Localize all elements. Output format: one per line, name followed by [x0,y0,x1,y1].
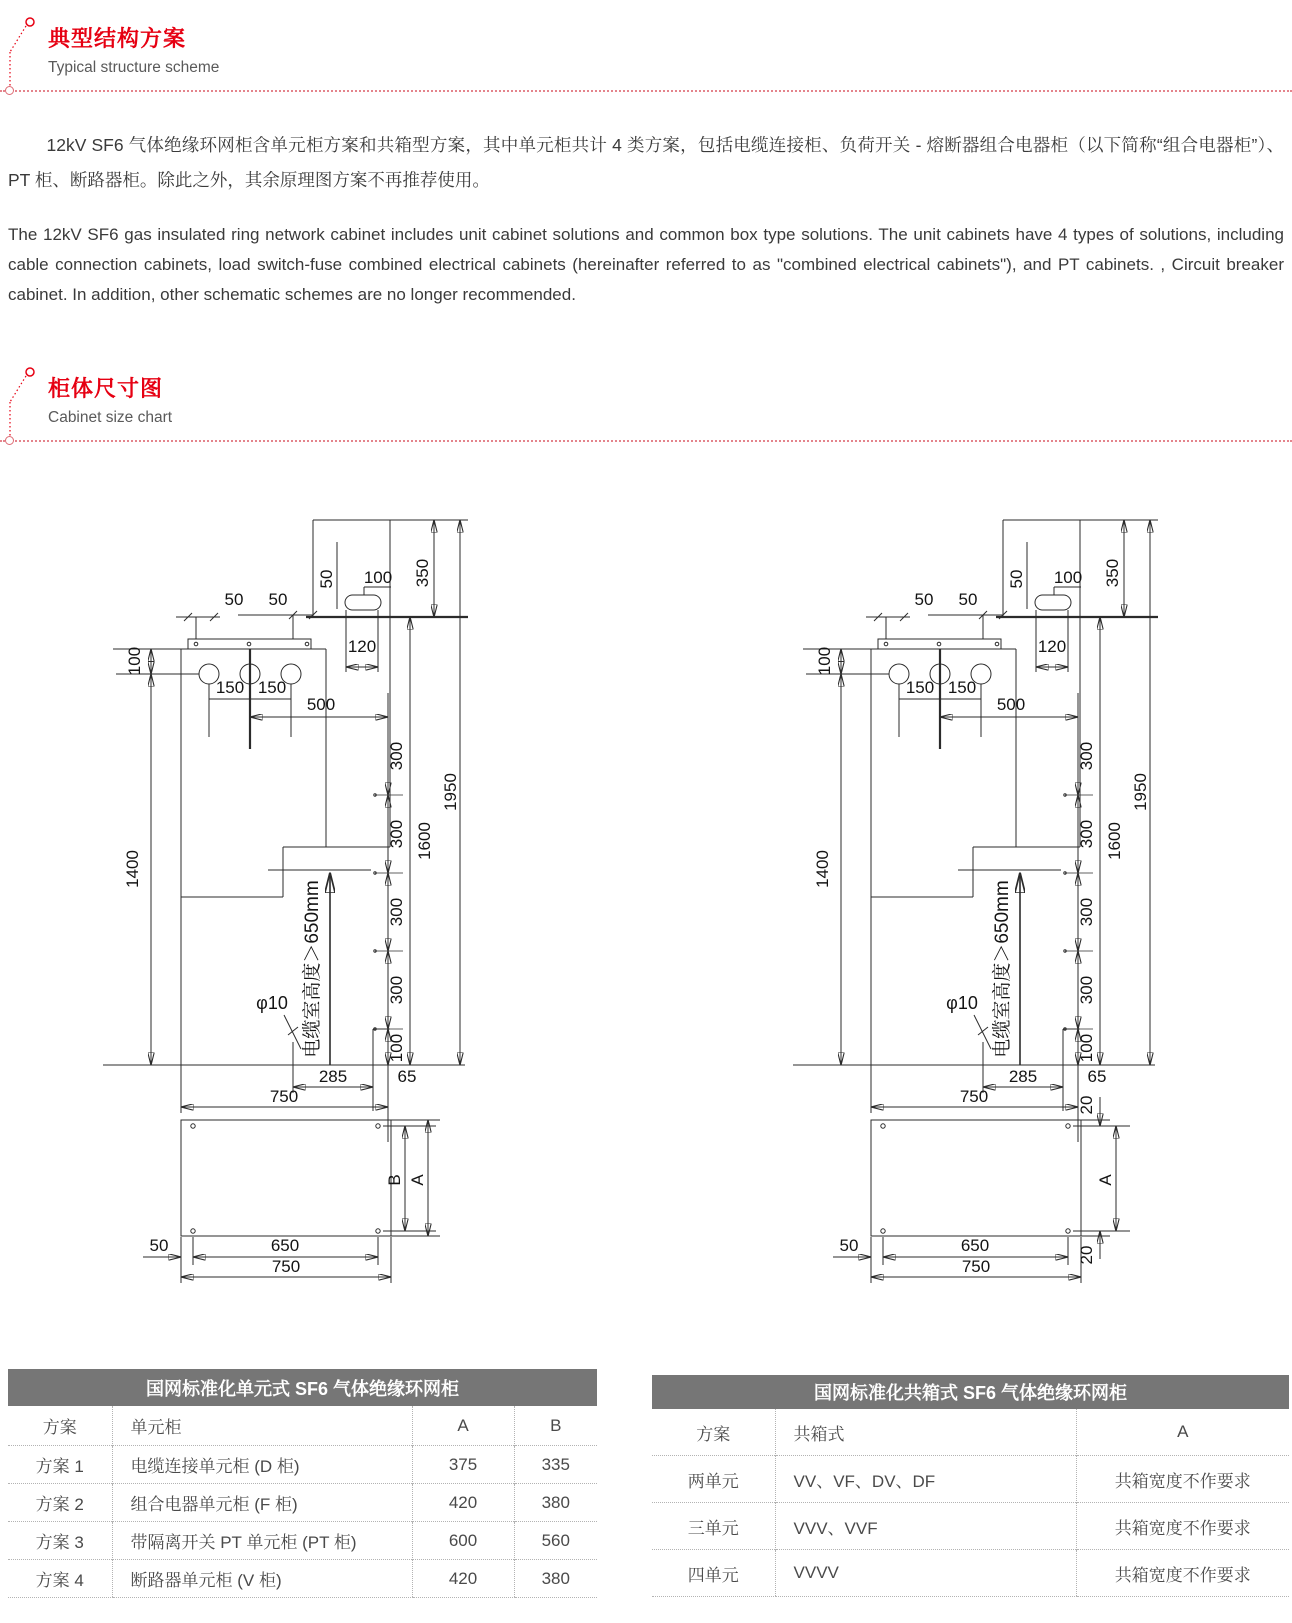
table-cell: VVVV [775,1550,1076,1597]
unit-cabinet-dimension-drawing [88,497,478,1297]
table-cell: 600 [412,1522,514,1560]
drawing-lines [103,520,468,1283]
dim-label: 650 [270,1236,300,1255]
dim-label: 300 [1077,819,1096,849]
common-box-table [652,1375,1289,1597]
dim-label: 300 [1077,975,1096,1005]
cable-room-height-note: 电缆室高度＞650mm [992,880,1013,1058]
cable-room-height-note: 电缆室高度＞650mm [302,880,323,1058]
drawing-lines [793,520,1158,1283]
table-row [8,1446,597,1484]
col-header-common-box: 共箱式 [775,1409,1076,1456]
dim-label: 65 [397,1067,417,1086]
spec-tables [0,1369,1292,1620]
dim-label: 300 [387,819,406,849]
table-title: 国网标准化共箱式 SF6 气体绝缘环网柜 [652,1375,1289,1409]
dim-label: 285 [318,1067,348,1086]
dim-label: 150 [257,678,287,697]
dim-label: 100 [1077,1033,1096,1063]
col-header-a: A [1076,1409,1289,1456]
dotted-rule [0,90,1292,92]
table-row [652,1456,1289,1503]
table-row [8,1484,597,1522]
hole-diameter-label: φ10 [256,993,288,1013]
dimension-drawings [0,442,1292,1300]
dim-label: 120 [1037,637,1067,656]
common-box-dimension-drawing [778,497,1168,1297]
unit-type-table [8,1369,597,1598]
dim-label: 150 [905,678,935,697]
table-cell: 电缆连接单元柜 (D 柜) [112,1446,412,1484]
dim-label: A [408,1174,427,1186]
section-title-zh: 典型结构方案 [48,26,187,51]
table-cell: 方案 4 [8,1560,112,1598]
dim-label: 1600 [1105,822,1124,860]
table-cell: 三单元 [652,1503,775,1550]
dim-label: 750 [961,1257,991,1276]
table-cell: 共箱宽度不作要求 [1076,1456,1289,1503]
dim-label: 500 [996,695,1026,714]
table-cell: VV、VF、DV、DF [775,1456,1076,1503]
dim-label: 100 [125,646,144,676]
col-header-b: B [514,1406,597,1446]
dim-label: 300 [1077,741,1096,771]
section-title-en: Typical structure scheme [48,59,220,76]
header-hook-icon [0,14,44,92]
dim-label: 1600 [415,822,434,860]
dim-label: 50 [914,590,934,609]
dim-label: 350 [1103,558,1122,588]
table-cell: 带隔离开关 PT 单元柜 (PT 柜) [112,1522,412,1560]
dim-label: A [1096,1174,1115,1186]
section-title-zh: 柜体尺寸图 [48,376,164,401]
table-cell: 420 [412,1484,514,1522]
dim-label: 300 [387,897,406,927]
section-title-en: Cabinet size chart [48,409,173,426]
dim-label: 750 [271,1257,301,1276]
dim-label: 20 [1077,1095,1096,1115]
table-cell: 375 [412,1446,514,1484]
table-cell: 方案 3 [8,1522,112,1560]
dim-label: 1950 [1131,773,1150,811]
dim-label: 500 [306,695,336,714]
dim-label: 50 [268,590,288,609]
table-cell: 420 [412,1560,514,1598]
dim-label: 285 [1008,1067,1038,1086]
dim-label: 50 [224,590,244,609]
table-cell: 断路器单元柜 (V 柜) [112,1560,412,1598]
dim-label: 750 [959,1087,989,1106]
table-cell: 两单元 [652,1456,775,1503]
dim-label: 65 [1087,1067,1107,1086]
intro-paragraph-zh: 12kV SF6 气体绝缘环网柜含单元柜方案和共箱型方案，其中单元柜共计 4 类方案，包括电缆连接柜、负荷开关 - 熔断器组合电器柜（以下简称“组合电器柜”）、 PT 柜、断路器柜。除此之外，其余原理图方案不再推荐使用。 [8,135,1284,190]
table-cell: 共箱宽度不作要求 [1076,1503,1289,1550]
col-header-scheme: 方案 [42,1418,77,1437]
table-row [652,1503,1289,1550]
dim-label: 120 [347,637,377,656]
dim-label: 50 [1007,569,1026,589]
table-title: 国网标准化单元式 SF6 气体绝缘环网柜 [8,1369,597,1406]
dim-label: 350 [413,558,432,588]
dim-label: 300 [387,975,406,1005]
table-cell: 335 [514,1446,597,1484]
hole-diameter-label: φ10 [946,993,978,1013]
dim-label: 100 [387,1033,406,1063]
dim-label: 50 [317,569,336,589]
table-cell: 四单元 [652,1550,775,1597]
drawing-dimension-labels [123,559,460,1276]
dim-label: 650 [960,1236,990,1255]
table-cell: 380 [514,1484,597,1522]
header-hook-icon [0,364,44,442]
table-cell: 方案 1 [8,1446,112,1484]
dim-label: 150 [947,678,977,697]
section-header-typical-structure [0,0,1292,77]
table-cell: 共箱宽度不作要求 [1076,1550,1289,1597]
col-header-scheme: 方案 [696,1424,731,1444]
drawing-dimension-labels [813,559,1150,1276]
dim-label: 750 [269,1087,299,1106]
table-cell: 方案 2 [8,1484,112,1522]
dim-label: 50 [149,1236,169,1255]
dim-label: B [385,1174,404,1186]
dim-label: 100 [815,646,834,676]
table-cell: VVV、VVF [775,1503,1076,1550]
table-row [8,1522,597,1560]
intro-paragraph-en: The 12kV SF6 gas insulated ring network cabinet includes unit cabinet solutions and common box type solutions. The unit cabinets have 4 types of solutions, including cable connection cabinets, load switch-fuse combined electrical cabinets (hereinafter referred to as "combined electrical cabinets"), and PT cabinets. , Circuit breaker cabinet. In addition, other schematic schemes are no longer recommended. [8,225,1284,304]
col-header-unit-cabinet: 单元柜 [112,1406,412,1446]
dim-label: 300 [387,741,406,771]
dim-label: 1400 [123,850,142,888]
dim-label: 1950 [441,773,460,811]
table-cell: 380 [514,1560,597,1598]
table-row [652,1550,1289,1597]
table-row [8,1560,597,1598]
dim-label: 100 [363,568,393,587]
table-cell: 组合电器单元柜 (F 柜) [112,1484,412,1522]
dim-label: 150 [215,678,245,697]
table-cell: 560 [514,1522,597,1560]
dim-label: 1400 [813,850,832,888]
dim-label: 50 [839,1236,859,1255]
dim-label: 50 [958,590,978,609]
dim-label: 20 [1077,1245,1096,1265]
dim-label: 300 [1077,897,1096,927]
col-header-a: A [412,1406,514,1446]
section-header-cabinet-size [0,310,1292,427]
dim-label: 100 [1053,568,1083,587]
